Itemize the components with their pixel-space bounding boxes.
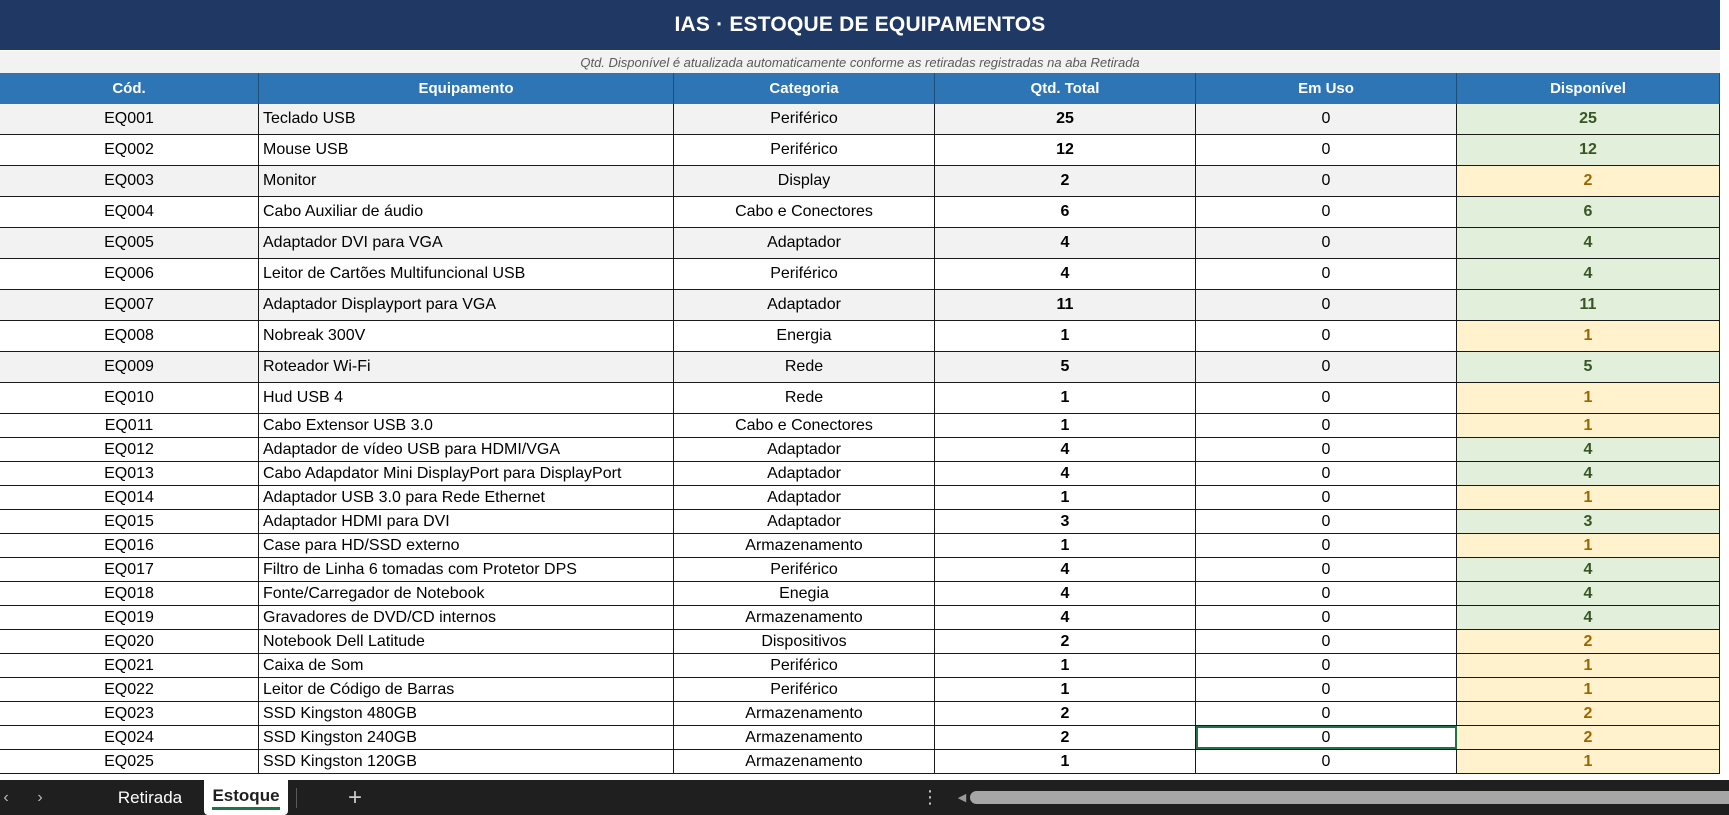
cell-qtd-total[interactable]: 1 bbox=[935, 383, 1196, 413]
cell-disponivel[interactable]: 1 bbox=[1457, 534, 1720, 557]
cell-categoria[interactable]: Adaptador bbox=[674, 486, 935, 509]
cell-em-uso[interactable]: 0 bbox=[1196, 228, 1457, 258]
cell-em-uso[interactable]: 0 bbox=[1196, 558, 1457, 581]
scroll-left-icon[interactable]: ◀ bbox=[957, 792, 967, 804]
cell-disponivel[interactable]: 1 bbox=[1457, 678, 1720, 701]
cell-categoria[interactable]: Rede bbox=[674, 352, 935, 382]
cell-equipamento[interactable]: Gravadores de DVD/CD internos bbox=[259, 606, 674, 629]
cell-em-uso[interactable]: 0 bbox=[1196, 726, 1457, 749]
table-header bbox=[0, 73, 1720, 104]
cell-disponivel[interactable]: 25 bbox=[1457, 104, 1720, 134]
cell-disponivel[interactable]: 4 bbox=[1457, 259, 1720, 289]
cell-equipamento[interactable]: Cabo Adapdator Mini DisplayPort para DisplayPort bbox=[259, 462, 674, 485]
cell-equipamento[interactable]: Adaptador USB 3.0 para Rede Ethernet bbox=[259, 486, 674, 509]
table-row bbox=[0, 321, 1720, 352]
table-row bbox=[0, 290, 1720, 321]
cell-em-uso[interactable]: 0 bbox=[1196, 414, 1457, 437]
cell-cod[interactable]: EQ024 bbox=[0, 726, 259, 749]
cell-categoria[interactable]: Armazenamento bbox=[674, 606, 935, 629]
cell-em-uso[interactable]: 0 bbox=[1196, 135, 1457, 165]
cell-qtd-total[interactable]: 2 bbox=[935, 702, 1196, 725]
table-row bbox=[0, 510, 1720, 534]
cell-disponivel[interactable]: 1 bbox=[1457, 383, 1720, 413]
cell-cod[interactable]: EQ015 bbox=[0, 510, 259, 533]
sheet-subtitle: Qtd. Disponível é atualizada automaticamente conforme as retiradas registradas na aba Retirada bbox=[0, 50, 1720, 74]
cell-equipamento[interactable]: Case para HD/SSD externo bbox=[259, 534, 674, 557]
cell-cod[interactable]: EQ016 bbox=[0, 534, 259, 557]
cell-cod[interactable]: EQ020 bbox=[0, 630, 259, 653]
cell-cod[interactable]: EQ023 bbox=[0, 702, 259, 725]
cell-categoria[interactable]: Periférico bbox=[674, 135, 935, 165]
cell-qtd-total[interactable]: 4 bbox=[935, 462, 1196, 485]
cell-categoria[interactable]: Armazenamento bbox=[674, 534, 935, 557]
cell-cod[interactable]: EQ002 bbox=[0, 135, 259, 165]
cell-equipamento[interactable]: SSD Kingston 120GB bbox=[259, 750, 674, 773]
cell-categoria[interactable]: Energia bbox=[674, 321, 935, 351]
table-row bbox=[0, 534, 1720, 558]
add-sheet-icon[interactable]: + bbox=[347, 783, 362, 811]
cell-qtd-total[interactable]: 2 bbox=[935, 630, 1196, 653]
cell-equipamento[interactable]: Teclado USB bbox=[259, 104, 674, 134]
cell-categoria[interactable]: Adaptador bbox=[674, 462, 935, 485]
cell-categoria[interactable]: Periférico bbox=[674, 678, 935, 701]
cell-qtd-total[interactable]: 1 bbox=[935, 678, 1196, 701]
next-sheet-icon[interactable]: › bbox=[37, 788, 43, 806]
table-row bbox=[0, 654, 1720, 678]
cell-equipamento[interactable]: Cabo Extensor USB 3.0 bbox=[259, 414, 674, 437]
cell-cod[interactable]: EQ006 bbox=[0, 259, 259, 289]
cell-equipamento[interactable]: Monitor bbox=[259, 166, 674, 196]
cell-qtd-total[interactable]: 4 bbox=[935, 438, 1196, 461]
table-body bbox=[0, 104, 1720, 780]
table-row bbox=[0, 750, 1720, 774]
cell-cod[interactable]: EQ022 bbox=[0, 678, 259, 701]
cell-disponivel[interactable]: 1 bbox=[1457, 654, 1720, 677]
cell-cod[interactable]: EQ009 bbox=[0, 352, 259, 382]
cell-em-uso[interactable]: 0 bbox=[1196, 510, 1457, 533]
cell-em-uso[interactable]: 0 bbox=[1196, 606, 1457, 629]
cell-cod[interactable]: EQ013 bbox=[0, 462, 259, 485]
cell-equipamento[interactable]: Mouse USB bbox=[259, 135, 674, 165]
cell-disponivel[interactable]: 1 bbox=[1457, 414, 1720, 437]
cell-categoria[interactable]: Armazenamento bbox=[674, 726, 935, 749]
header-cod[interactable]: Cód. bbox=[0, 73, 259, 104]
cell-cod[interactable]: EQ005 bbox=[0, 228, 259, 258]
cell-cod[interactable]: EQ012 bbox=[0, 438, 259, 461]
cell-disponivel[interactable]: 4 bbox=[1457, 606, 1720, 629]
cell-categoria[interactable]: Adaptador bbox=[674, 510, 935, 533]
tab-estoque-label: Estoque bbox=[212, 786, 279, 810]
cell-cod[interactable]: EQ007 bbox=[0, 290, 259, 320]
cell-disponivel[interactable]: 2 bbox=[1457, 630, 1720, 653]
cell-em-uso[interactable]: 0 bbox=[1196, 462, 1457, 485]
cell-em-uso[interactable]: 0 bbox=[1196, 582, 1457, 605]
cell-cod[interactable]: EQ019 bbox=[0, 606, 259, 629]
cell-categoria[interactable]: Periférico bbox=[674, 104, 935, 134]
header-qtd-total[interactable]: Qtd. Total bbox=[935, 73, 1196, 104]
table-row bbox=[0, 726, 1720, 750]
cell-cod[interactable]: EQ017 bbox=[0, 558, 259, 581]
cell-cod[interactable]: EQ010 bbox=[0, 383, 259, 413]
cell-disponivel[interactable]: 2 bbox=[1457, 702, 1720, 725]
horizontal-scrollbar[interactable] bbox=[970, 791, 1729, 804]
cell-equipamento[interactable]: Cabo Auxiliar de áudio bbox=[259, 197, 674, 227]
cell-em-uso[interactable]: 0 bbox=[1196, 534, 1457, 557]
cell-em-uso[interactable]: 0 bbox=[1196, 678, 1457, 701]
cell-categoria[interactable]: Adaptador bbox=[674, 290, 935, 320]
cell-categoria[interactable]: Periférico bbox=[674, 259, 935, 289]
cell-disponivel[interactable]: 4 bbox=[1457, 228, 1720, 258]
table-row bbox=[0, 197, 1720, 228]
table-row bbox=[0, 702, 1720, 726]
table-row bbox=[0, 606, 1720, 630]
cell-qtd-total[interactable]: 4 bbox=[935, 606, 1196, 629]
cell-em-uso[interactable]: 0 bbox=[1196, 104, 1457, 134]
cell-cod[interactable]: EQ003 bbox=[0, 166, 259, 196]
tab-divider bbox=[296, 788, 297, 808]
cell-cod[interactable]: EQ008 bbox=[0, 321, 259, 351]
cell-cod[interactable]: EQ014 bbox=[0, 486, 259, 509]
cell-equipamento[interactable]: Notebook Dell Latitude bbox=[259, 630, 674, 653]
cell-cod[interactable]: EQ001 bbox=[0, 104, 259, 134]
cell-qtd-total[interactable]: 1 bbox=[935, 654, 1196, 677]
cell-categoria[interactable]: Adaptador bbox=[674, 228, 935, 258]
cell-categoria[interactable]: Armazenamento bbox=[674, 750, 935, 773]
cell-qtd-total[interactable]: 5 bbox=[935, 352, 1196, 382]
cell-qtd-total[interactable]: 6 bbox=[935, 197, 1196, 227]
cell-equipamento[interactable]: Filtro de Linha 6 tomadas com Protetor DPS bbox=[259, 558, 674, 581]
cell-categoria[interactable]: Display bbox=[674, 166, 935, 196]
cell-em-uso[interactable]: 0 bbox=[1196, 290, 1457, 320]
cell-disponivel[interactable]: 12 bbox=[1457, 135, 1720, 165]
table-row bbox=[0, 383, 1720, 414]
cell-em-uso[interactable]: 0 bbox=[1196, 352, 1457, 382]
cell-disponivel[interactable]: 2 bbox=[1457, 726, 1720, 749]
cell-categoria[interactable]: Rede bbox=[674, 383, 935, 413]
cell-disponivel[interactable]: 3 bbox=[1457, 510, 1720, 533]
cell-categoria[interactable]: Periférico bbox=[674, 654, 935, 677]
table-row bbox=[0, 104, 1720, 135]
cell-categoria[interactable]: Periférico bbox=[674, 558, 935, 581]
cell-em-uso[interactable]: 0 bbox=[1196, 166, 1457, 196]
cell-qtd-total[interactable]: 4 bbox=[935, 558, 1196, 581]
cell-equipamento[interactable]: Roteador Wi-Fi bbox=[259, 352, 674, 382]
tab-retirada[interactable] bbox=[104, 780, 196, 815]
cell-cod[interactable]: EQ011 bbox=[0, 414, 259, 437]
cell-disponivel[interactable]: 1 bbox=[1457, 321, 1720, 351]
cell-em-uso[interactable]: 0 bbox=[1196, 383, 1457, 413]
cell-categoria[interactable]: Adaptador bbox=[674, 438, 935, 461]
sheet-title: IAS · ESTOQUE DE EQUIPAMENTOS bbox=[0, 0, 1720, 50]
cell-qtd-total[interactable]: 1 bbox=[935, 534, 1196, 557]
cell-equipamento[interactable]: Nobreak 300V bbox=[259, 321, 674, 351]
cell-em-uso[interactable]: 0 bbox=[1196, 486, 1457, 509]
cell-equipamento[interactable]: Fonte/Carregador de Notebook bbox=[259, 582, 674, 605]
cell-qtd-total[interactable]: 3 bbox=[935, 510, 1196, 533]
header-em-uso[interactable]: Em Uso bbox=[1196, 73, 1457, 104]
cell-equipamento[interactable]: Leitor de Cartões Multifuncional USB bbox=[259, 259, 674, 289]
sheet-tab-bar bbox=[0, 780, 1729, 815]
cell-categoria[interactable]: Armazenamento bbox=[674, 702, 935, 725]
cell-em-uso[interactable]: 0 bbox=[1196, 321, 1457, 351]
cell-em-uso[interactable]: 0 bbox=[1196, 197, 1457, 227]
cell-qtd-total[interactable]: 2 bbox=[935, 166, 1196, 196]
cell-categoria[interactable]: Cabo e Conectores bbox=[674, 414, 935, 437]
cell-equipamento[interactable]: SSD Kingston 480GB bbox=[259, 702, 674, 725]
cell-equipamento[interactable]: Adaptador DVI para VGA bbox=[259, 228, 674, 258]
cell-equipamento[interactable]: Adaptador de vídeo USB para HDMI/VGA bbox=[259, 438, 674, 461]
cell-disponivel[interactable]: 4 bbox=[1457, 582, 1720, 605]
cell-qtd-total[interactable]: 4 bbox=[935, 228, 1196, 258]
table-row bbox=[0, 558, 1720, 582]
cell-qtd-total[interactable]: 25 bbox=[935, 104, 1196, 134]
cell-disponivel[interactable]: 11 bbox=[1457, 290, 1720, 320]
cell-categoria[interactable]: Enegia bbox=[674, 582, 935, 605]
cell-qtd-total[interactable]: 1 bbox=[935, 486, 1196, 509]
cell-disponivel[interactable]: 1 bbox=[1457, 486, 1720, 509]
tab-estoque[interactable] bbox=[204, 780, 288, 815]
header-disponivel[interactable]: Disponível bbox=[1457, 73, 1720, 104]
cell-disponivel[interactable]: 4 bbox=[1457, 438, 1720, 461]
cell-qtd-total[interactable]: 1 bbox=[935, 750, 1196, 773]
cell-cod[interactable]: EQ025 bbox=[0, 750, 259, 773]
cell-em-uso[interactable]: 0 bbox=[1196, 259, 1457, 289]
table-row bbox=[0, 414, 1720, 438]
table-row bbox=[0, 166, 1720, 197]
table-row bbox=[0, 438, 1720, 462]
cell-em-uso[interactable]: 0 bbox=[1196, 750, 1457, 773]
table-row bbox=[0, 228, 1720, 259]
cell-equipamento[interactable]: Adaptador HDMI para DVI bbox=[259, 510, 674, 533]
table-row bbox=[0, 678, 1720, 702]
cell-categoria[interactable]: Cabo e Conectores bbox=[674, 197, 935, 227]
cell-cod[interactable]: EQ021 bbox=[0, 654, 259, 677]
header-categoria[interactable]: Categoria bbox=[674, 73, 935, 104]
cell-disponivel[interactable]: 4 bbox=[1457, 558, 1720, 581]
cell-equipamento[interactable]: Adaptador Displayport para VGA bbox=[259, 290, 674, 320]
table-row bbox=[0, 352, 1720, 383]
cell-qtd-total[interactable]: 11 bbox=[935, 290, 1196, 320]
cell-em-uso[interactable]: 0 bbox=[1196, 702, 1457, 725]
cell-categoria[interactable]: Dispositivos bbox=[674, 630, 935, 653]
cell-qtd-total[interactable]: 12 bbox=[935, 135, 1196, 165]
cell-equipamento[interactable]: SSD Kingston 240GB bbox=[259, 726, 674, 749]
table-row bbox=[0, 582, 1720, 606]
scrollbar-thumb[interactable] bbox=[970, 791, 1729, 804]
cell-qtd-total[interactable]: 4 bbox=[935, 259, 1196, 289]
cell-equipamento[interactable]: Leitor de Código de Barras bbox=[259, 678, 674, 701]
table-row bbox=[0, 630, 1720, 654]
cell-disponivel[interactable]: 4 bbox=[1457, 462, 1720, 485]
header-equipamento[interactable]: Equipamento bbox=[259, 73, 674, 104]
cell-disponivel[interactable]: 5 bbox=[1457, 352, 1720, 382]
cell-qtd-total[interactable]: 2 bbox=[935, 726, 1196, 749]
cell-cod[interactable]: EQ004 bbox=[0, 197, 259, 227]
cell-disponivel[interactable]: 1 bbox=[1457, 750, 1720, 773]
more-options-icon[interactable]: ⋮ bbox=[921, 787, 939, 807]
table-row bbox=[0, 135, 1720, 166]
cell-em-uso[interactable]: 0 bbox=[1196, 438, 1457, 461]
cell-qtd-total[interactable]: 4 bbox=[935, 582, 1196, 605]
table-row bbox=[0, 486, 1720, 510]
prev-sheet-icon[interactable]: ‹ bbox=[3, 788, 9, 806]
cell-qtd-total[interactable]: 1 bbox=[935, 414, 1196, 437]
table-row bbox=[0, 259, 1720, 290]
tab-retirada-label: Retirada bbox=[117, 787, 183, 807]
cell-equipamento[interactable]: Caixa de Som bbox=[259, 654, 674, 677]
cell-disponivel[interactable]: 6 bbox=[1457, 197, 1720, 227]
cell-em-uso[interactable]: 0 bbox=[1196, 654, 1457, 677]
cell-equipamento[interactable]: Hud USB 4 bbox=[259, 383, 674, 413]
cell-qtd-total[interactable]: 1 bbox=[935, 321, 1196, 351]
cell-em-uso[interactable]: 0 bbox=[1196, 630, 1457, 653]
cell-disponivel[interactable]: 2 bbox=[1457, 166, 1720, 196]
table-row bbox=[0, 462, 1720, 486]
cell-cod[interactable]: EQ018 bbox=[0, 582, 259, 605]
